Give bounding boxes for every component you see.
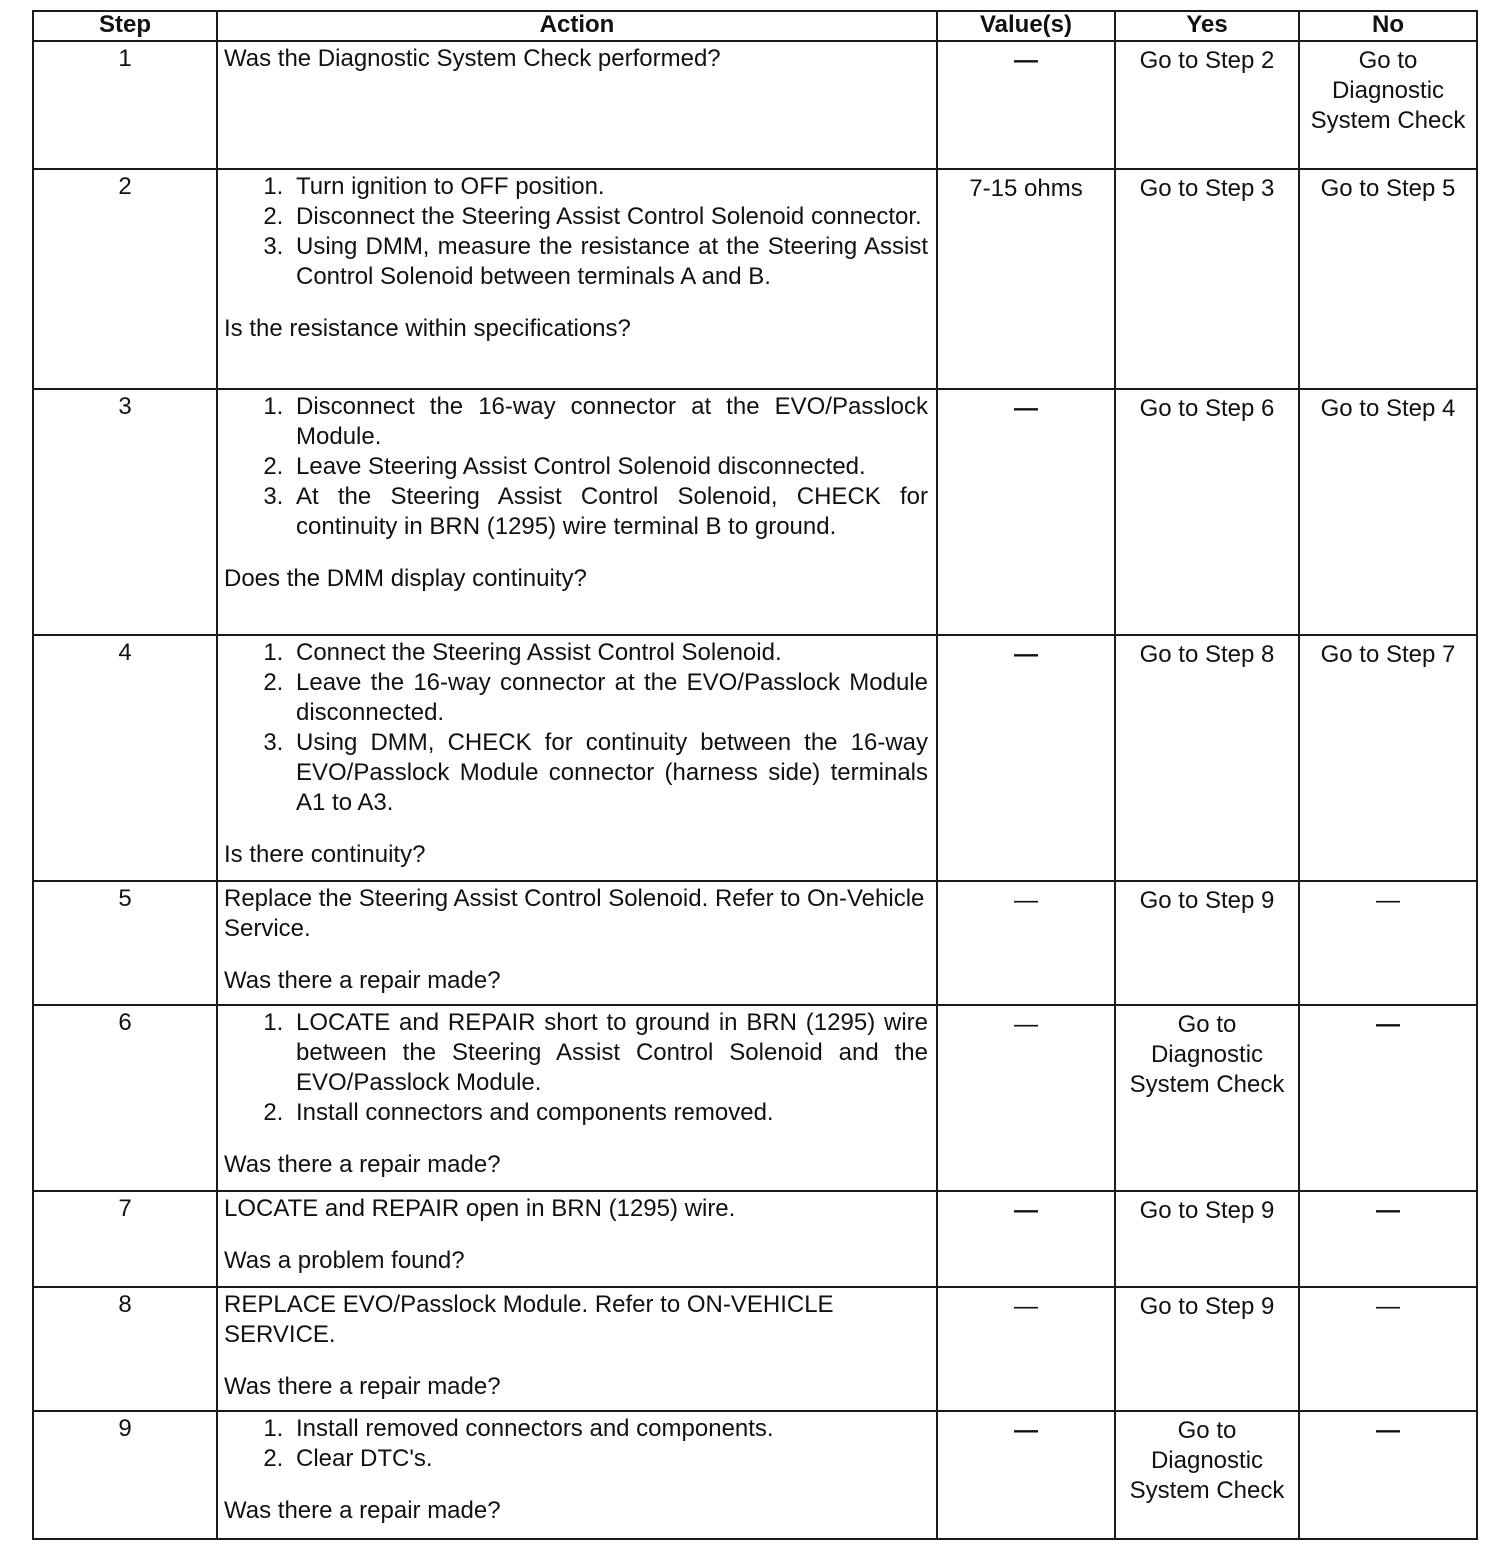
substep: 1. Connect the Steering Assist Control Solenoid.: [290, 638, 928, 668]
action-cell: [217, 169, 937, 389]
table-row: [33, 1005, 1477, 1191]
table-row: [33, 635, 1477, 881]
action-question: Does the DMM display continuity?: [224, 565, 587, 592]
step-number: 4: [33, 635, 217, 881]
action-question: Is there continuity?: [224, 841, 426, 868]
diagnostic-table: [32, 10, 1478, 1540]
substep: 2. Leave Steering Assist Control Solenoid disconnected.: [290, 452, 928, 482]
no-cell: Go to Step 7: [1299, 635, 1477, 881]
substep: 2. Clear DTC's.: [290, 1444, 928, 1474]
action-question: Was there a repair made?: [224, 1373, 501, 1400]
action-text: Replace the Steering Assist Control Solenoid. Refer to On-Vehicle Service.: [224, 885, 925, 942]
no-cell: —: [1299, 1411, 1477, 1539]
value-cell: —: [937, 1005, 1115, 1191]
table-row: [33, 1411, 1477, 1539]
action-cell: [217, 1191, 937, 1287]
action-question: Was there a repair made?: [224, 1497, 501, 1524]
action-question: Is the resistance within specifications?: [224, 315, 631, 342]
table-row: [33, 389, 1477, 635]
yes-cell: Go to Step 9: [1115, 1191, 1299, 1287]
step-number: 2: [33, 169, 217, 389]
value-cell: —: [937, 389, 1115, 635]
table-row: [33, 881, 1477, 1005]
action-cell: [217, 1005, 937, 1191]
substep: 3. Using DMM, CHECK for continuity between the 16-way EVO/Passlock Module connector (harness side) terminals A1 to A3.: [290, 728, 928, 818]
yes-cell: Go to Step 6: [1115, 389, 1299, 635]
yes-cell: Go to Step 3: [1115, 169, 1299, 389]
header-yes: Yes: [1115, 11, 1299, 41]
yes-cell: Go to Diagnostic System Check: [1115, 1005, 1299, 1191]
action-question: Was there a repair made?: [224, 1151, 501, 1178]
substep-list: [224, 392, 928, 542]
substep: 2. Install connectors and components removed.: [290, 1098, 928, 1128]
table-header-row: [33, 11, 1477, 41]
substep: 3. At the Steering Assist Control Solenoid, CHECK for continuity in BRN (1295) wire terminal B to ground.: [290, 482, 928, 542]
step-number: 9: [33, 1411, 217, 1539]
action-cell: [217, 881, 937, 1005]
table-row: [33, 41, 1477, 169]
substep-list: [224, 638, 928, 818]
header-step: Step: [33, 11, 217, 41]
no-cell: —: [1299, 1191, 1477, 1287]
no-cell: Go to Diagnostic System Check: [1299, 41, 1477, 169]
value-cell: —: [937, 41, 1115, 169]
substep: 3. Using DMM, measure the resistance at the Steering Assist Control Solenoid between terminals A and B.: [290, 232, 928, 292]
action-text: REPLACE EVO/Passlock Module. Refer to ON-VEHICLE SERVICE.: [224, 1291, 834, 1348]
yes-cell: Go to Step 8: [1115, 635, 1299, 881]
no-cell: Go to Step 5: [1299, 169, 1477, 389]
substep: 2. Disconnect the Steering Assist Control Solenoid connector.: [290, 202, 928, 232]
table-row: [33, 1191, 1477, 1287]
step-number: 6: [33, 1005, 217, 1191]
action-cell: [217, 635, 937, 881]
substep: 1. Turn ignition to OFF position.: [290, 172, 928, 202]
value-cell: —: [937, 1191, 1115, 1287]
substep-list: [224, 172, 928, 292]
yes-cell: Go to Step 2: [1115, 41, 1299, 169]
header-no: No: [1299, 11, 1477, 41]
yes-cell: Go to Step 9: [1115, 881, 1299, 1005]
diagnostic-table-sheet: [32, 10, 1476, 1540]
no-cell: —: [1299, 1287, 1477, 1411]
table-row: [33, 1287, 1477, 1411]
substep: 1. LOCATE and REPAIR short to ground in BRN (1295) wire between the Steering Assist Control Solenoid and the EVO/Passlock Module.: [290, 1008, 928, 1098]
substep-list: [224, 1008, 928, 1128]
substep: 1. Install removed connectors and components.: [290, 1414, 928, 1444]
action-cell: [217, 41, 937, 169]
no-cell: —: [1299, 1005, 1477, 1191]
value-cell: —: [937, 1287, 1115, 1411]
step-number: 8: [33, 1287, 217, 1411]
yes-cell: Go to Diagnostic System Check: [1115, 1411, 1299, 1539]
action-question: Was a problem found?: [224, 1247, 465, 1274]
value-cell: —: [937, 1411, 1115, 1539]
header-values: Value(s): [937, 11, 1115, 41]
step-number: 1: [33, 41, 217, 169]
no-cell: Go to Step 4: [1299, 389, 1477, 635]
no-cell: —: [1299, 881, 1477, 1005]
action-text: LOCATE and REPAIR open in BRN (1295) wire.: [224, 1195, 736, 1222]
substep: 2. Leave the 16-way connector at the EVO/Passlock Module disconnected.: [290, 668, 928, 728]
substep-list: [224, 1414, 928, 1474]
action-text: Was the Diagnostic System Check performed?: [224, 45, 721, 72]
value-cell: —: [937, 881, 1115, 1005]
substep: 1. Disconnect the 16-way connector at the EVO/Passlock Module.: [290, 392, 928, 452]
step-number: 3: [33, 389, 217, 635]
action-question: Was there a repair made?: [224, 967, 501, 994]
yes-cell: Go to Step 9: [1115, 1287, 1299, 1411]
table-row: [33, 169, 1477, 389]
step-number: 5: [33, 881, 217, 1005]
action-cell: [217, 389, 937, 635]
action-cell: [217, 1411, 937, 1539]
value-cell: 7-15 ohms: [937, 169, 1115, 389]
step-number: 7: [33, 1191, 217, 1287]
header-action: Action: [217, 11, 937, 41]
action-cell: [217, 1287, 937, 1411]
value-cell: —: [937, 635, 1115, 881]
